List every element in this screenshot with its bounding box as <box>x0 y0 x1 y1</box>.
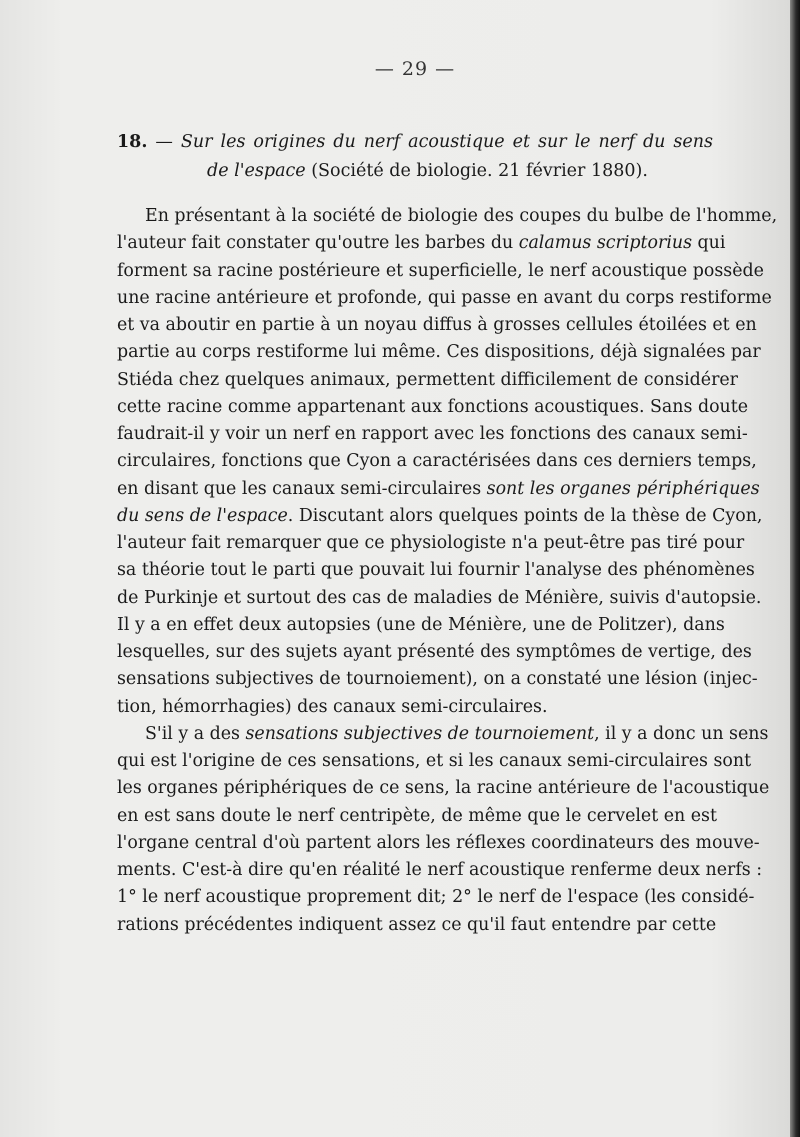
text-run: , il y a donc un sens <box>594 723 769 744</box>
text-line: cette racine comme appartenant aux fonctions acoustiques. Sans doute <box>117 396 749 417</box>
page-number: — 29 — <box>374 58 456 80</box>
text-line: Stiéda chez quelques animaux, permettent difficilement de considérer <box>117 369 738 390</box>
text-line: en est sans doute le nerf centripète, de même que le cervelet en est <box>117 805 717 826</box>
text-line <box>117 721 769 748</box>
text-line: l'auteur fait remarquer que ce physiologiste n'a peut-être pas tiré pour <box>117 533 745 553</box>
heading-title-italic-2: de l'espace <box>207 161 306 181</box>
section-number: 18. <box>117 132 148 152</box>
heading-dash: — <box>147 132 181 152</box>
text-line: lesquelles, sur des sujets ayant présenté des symptômes de vertige, des <box>117 642 752 662</box>
text-line: Il y a en effet deux autopsies (une de Ménière, une de Politzer), dans <box>117 614 725 635</box>
text-line: qui est l'origine de ces sensations, et si les canaux semi-circulaires sont <box>117 751 752 771</box>
body-text <box>117 203 778 939</box>
heading-title-italic-1: Sur les origines du nerf acoustique et sur le nerf du sens <box>180 132 713 152</box>
text-line: ments. C'est-à dire qu'en réalité le nerf acoustique renferme deux nerfs : <box>117 860 763 880</box>
heading-line-1 <box>117 128 713 157</box>
text-line: et va aboutir en partie à un noyau diffus à grosses cellules étoilées et en <box>117 315 757 335</box>
text-line: l'organe central d'où partent alors les réflexes coordinateurs des mouve- <box>117 832 760 853</box>
heading-line-2 <box>117 157 713 186</box>
page-edge-shadow <box>790 0 800 1137</box>
text-line <box>117 230 726 257</box>
heading-source: (Société de biologie. 21 février 1880). <box>305 161 648 181</box>
text-line: sensations subjectives de tournoiement), on a constaté une lésion (injec- <box>117 669 758 690</box>
text-line: En présentant à la société de biologie des coupes du bulbe de l'homme, <box>145 206 778 226</box>
text-line: circulaires, fonctions que Cyon a caractérisées dans ces derniers temps, <box>117 451 757 472</box>
text-line: tion, hémorrhagies) des canaux semi-circulaires. <box>117 696 548 717</box>
italic-run: du sens de l'espace <box>117 505 288 526</box>
italic-run: sont les organes périphériques <box>486 478 760 499</box>
text-line: partie au corps restiforme lui même. Ces dispositions, déjà signalées par <box>117 342 761 363</box>
text-line <box>117 503 763 530</box>
text-line: une racine antérieure et profonde, qui passe en avant du corps restiforme <box>117 287 772 308</box>
text-run: . Discutant alors quelques points de la thèse de Cyon, <box>287 505 763 526</box>
section-heading <box>117 128 713 186</box>
text-line: sa théorie tout le parti que pouvait lui fournir l'analyse des phénomènes <box>117 560 755 581</box>
text-line: rations précédentes indiquent assez ce qu'il faut entendre par cette <box>117 914 717 935</box>
italic-run: calamus scriptorius <box>518 233 693 254</box>
text-run: l'auteur fait constater qu'outre les barbes du <box>117 233 519 254</box>
text-run: en disant que les canaux semi-circulaires <box>117 478 487 499</box>
text-line: forment sa racine postérieure et superficielle, le nerf acoustique possède <box>117 260 764 281</box>
text-line: de Purkinje et surtout des cas de maladies de Ménière, suivis d'autopsie. <box>117 587 762 608</box>
text-line: faudrait-il y voir un nerf en rapport avec les fonctions des canaux semi- <box>117 424 748 444</box>
text-run: qui <box>692 233 726 254</box>
italic-run: sensations subjectives de tournoiement <box>245 723 595 744</box>
text-line <box>117 476 760 503</box>
text-run: S'il y a des <box>145 723 246 744</box>
text-line: les organes périphériques de ce sens, la racine antérieure de l'acoustique <box>117 778 770 799</box>
text-line: 1° le nerf acoustique proprement dit; 2° le nerf de l'espace (les considé- <box>117 887 755 908</box>
